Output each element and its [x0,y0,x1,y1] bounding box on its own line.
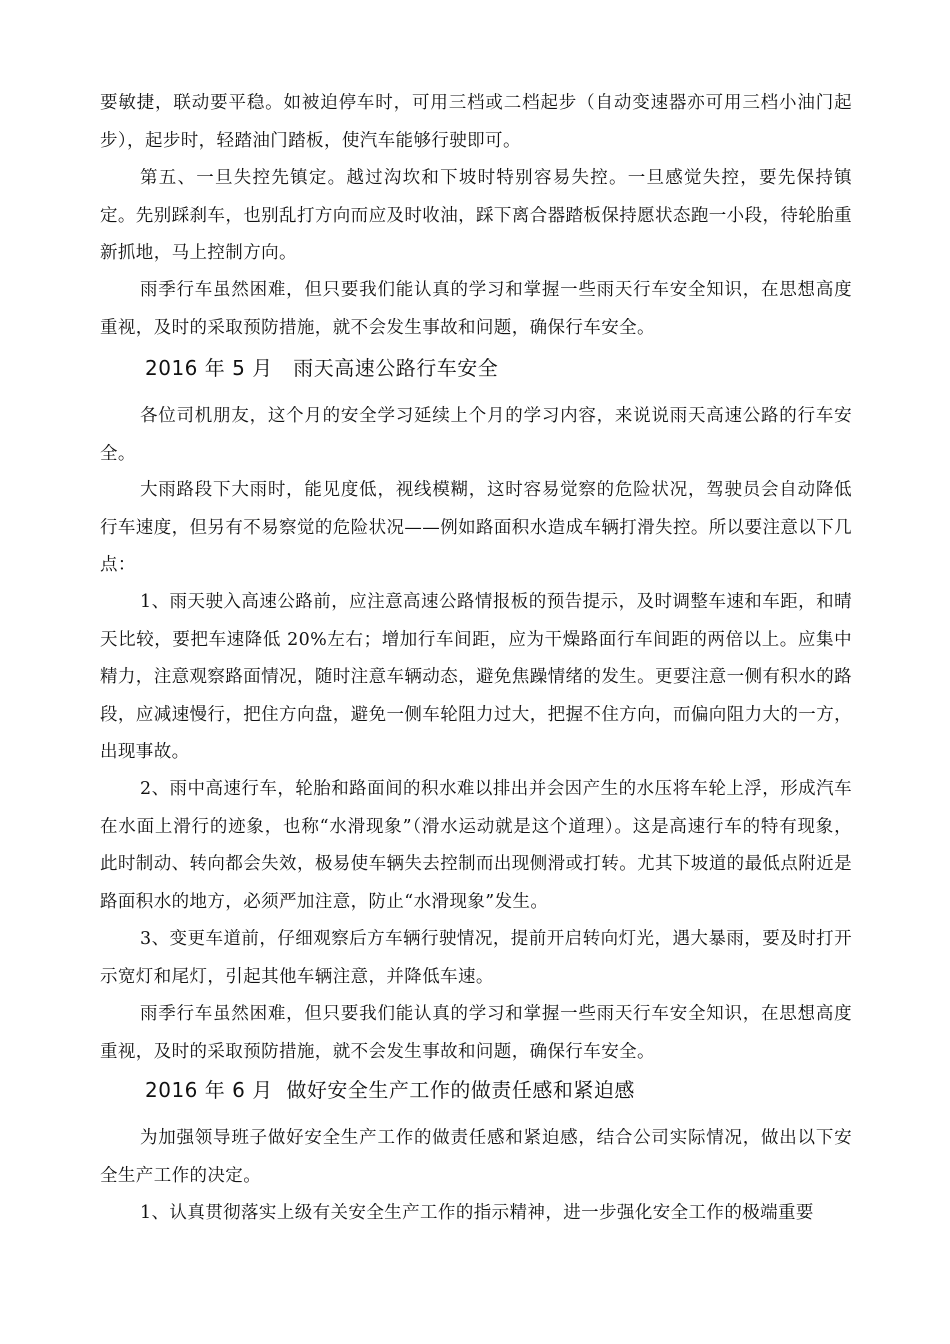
paragraph-summary-2: 雨季行车虽然困难，但只要我们能认真的学习和掌握一些雨天行车安全知识，在思想高度重视，及时的采取预防措施，就不会发生事故和问题，确保行车安全。 [100,1004,852,1062]
section-heading-may: 2016 年 5 月 雨天高速公路行车安全 [145,356,499,380]
paragraph-step-five: 第五、一旦失控先镇定。越过沟坎和下坡时特别容易失控。一旦感觉失控，要先保持镇定。先别踩刹车，也别乱打方向而应及时收油，踩下离合器踏板保持愿状态跑一小段，待轮胎重新抓地，马上控制方向。 [100,168,852,263]
paragraph-intro-may: 各位司机朋友，这个月的安全学习延续上个月的学习内容，来说说雨天高速公路的行车安全。 [100,406,852,464]
paragraph-continuation: 要敏捷，联动要平稳。如被迫停车时，可用三档或二档起步（自动变速器亦可用三档小油门起步），起步时，轻踏油门踏板，使汽车能够行驶即可。 [100,93,852,151]
section-heading-june: 2016 年 6 月 做好安全生产工作的做责任感和紧迫感 [145,1078,635,1102]
paragraph-heavy-rain: 大雨路段下大雨时，能见度低，视线模糊，这时容易觉察的危险状况，驾驶员会自动降低行车速度，但另有不易察觉的危险状况——例如路面积水造成车辆打滑失控。所以要注意以下几点： [100,480,852,575]
paragraph-item-1: 1、认真贯彻落实上级有关安全生产工作的指示精神，进一步强化安全工作的极端重要 [140,1203,814,1223]
paragraph-summary-1: 雨季行车虽然困难，但只要我们能认真的学习和掌握一些雨天行车安全知识，在思想高度重视，及时的采取预防措施，就不会发生事故和问题，确保行车安全。 [100,280,852,338]
paragraph-point-3: 3、变更车道前，仔细观察后方车辆行驶情况，提前开启转向灯光，遇大暴雨，要及时打开示宽灯和尾灯，引起其他车辆注意，并降低车速。 [100,929,852,987]
paragraph-intro-june: 为加强领导班子做好安全生产工作的做责任感和紧迫感，结合公司实际情况，做出以下安全生产工作的决定。 [100,1128,852,1186]
paragraph-point-1: 1、雨天驶入高速公路前，应注意高速公路情报板的预告提示，及时调整车速和车距，和晴天比较，要把车速降低 20%左右；增加行车间距，应为干燥路面行车间距的两倍以上。应集中精力，注意观察路面情况，随时注意车辆动态，避免焦躁情绪的发生。更要注意一侧有积水的路段，应减速慢行，把住方向盘，避免一侧车轮阻力过大，把握不住方向，而偏向阻力大的一方，出现事故。 [100,592,852,762]
paragraph-point-2: 2、雨中高速行车，轮胎和路面间的积水难以排出并会因产生的水压将车轮上浮，形成汽车在水面上滑行的迹象，也称“水滑现象”（滑水运动就是这个道理）。这是高速行车的特有现象，此时制动、转向都会失效，极易使车辆失去控制而出现侧滑或打转。尤其下坡道的最低点附近是路面积水的地方，必须严加注意，防止“水滑现象”发生。 [100,779,852,912]
